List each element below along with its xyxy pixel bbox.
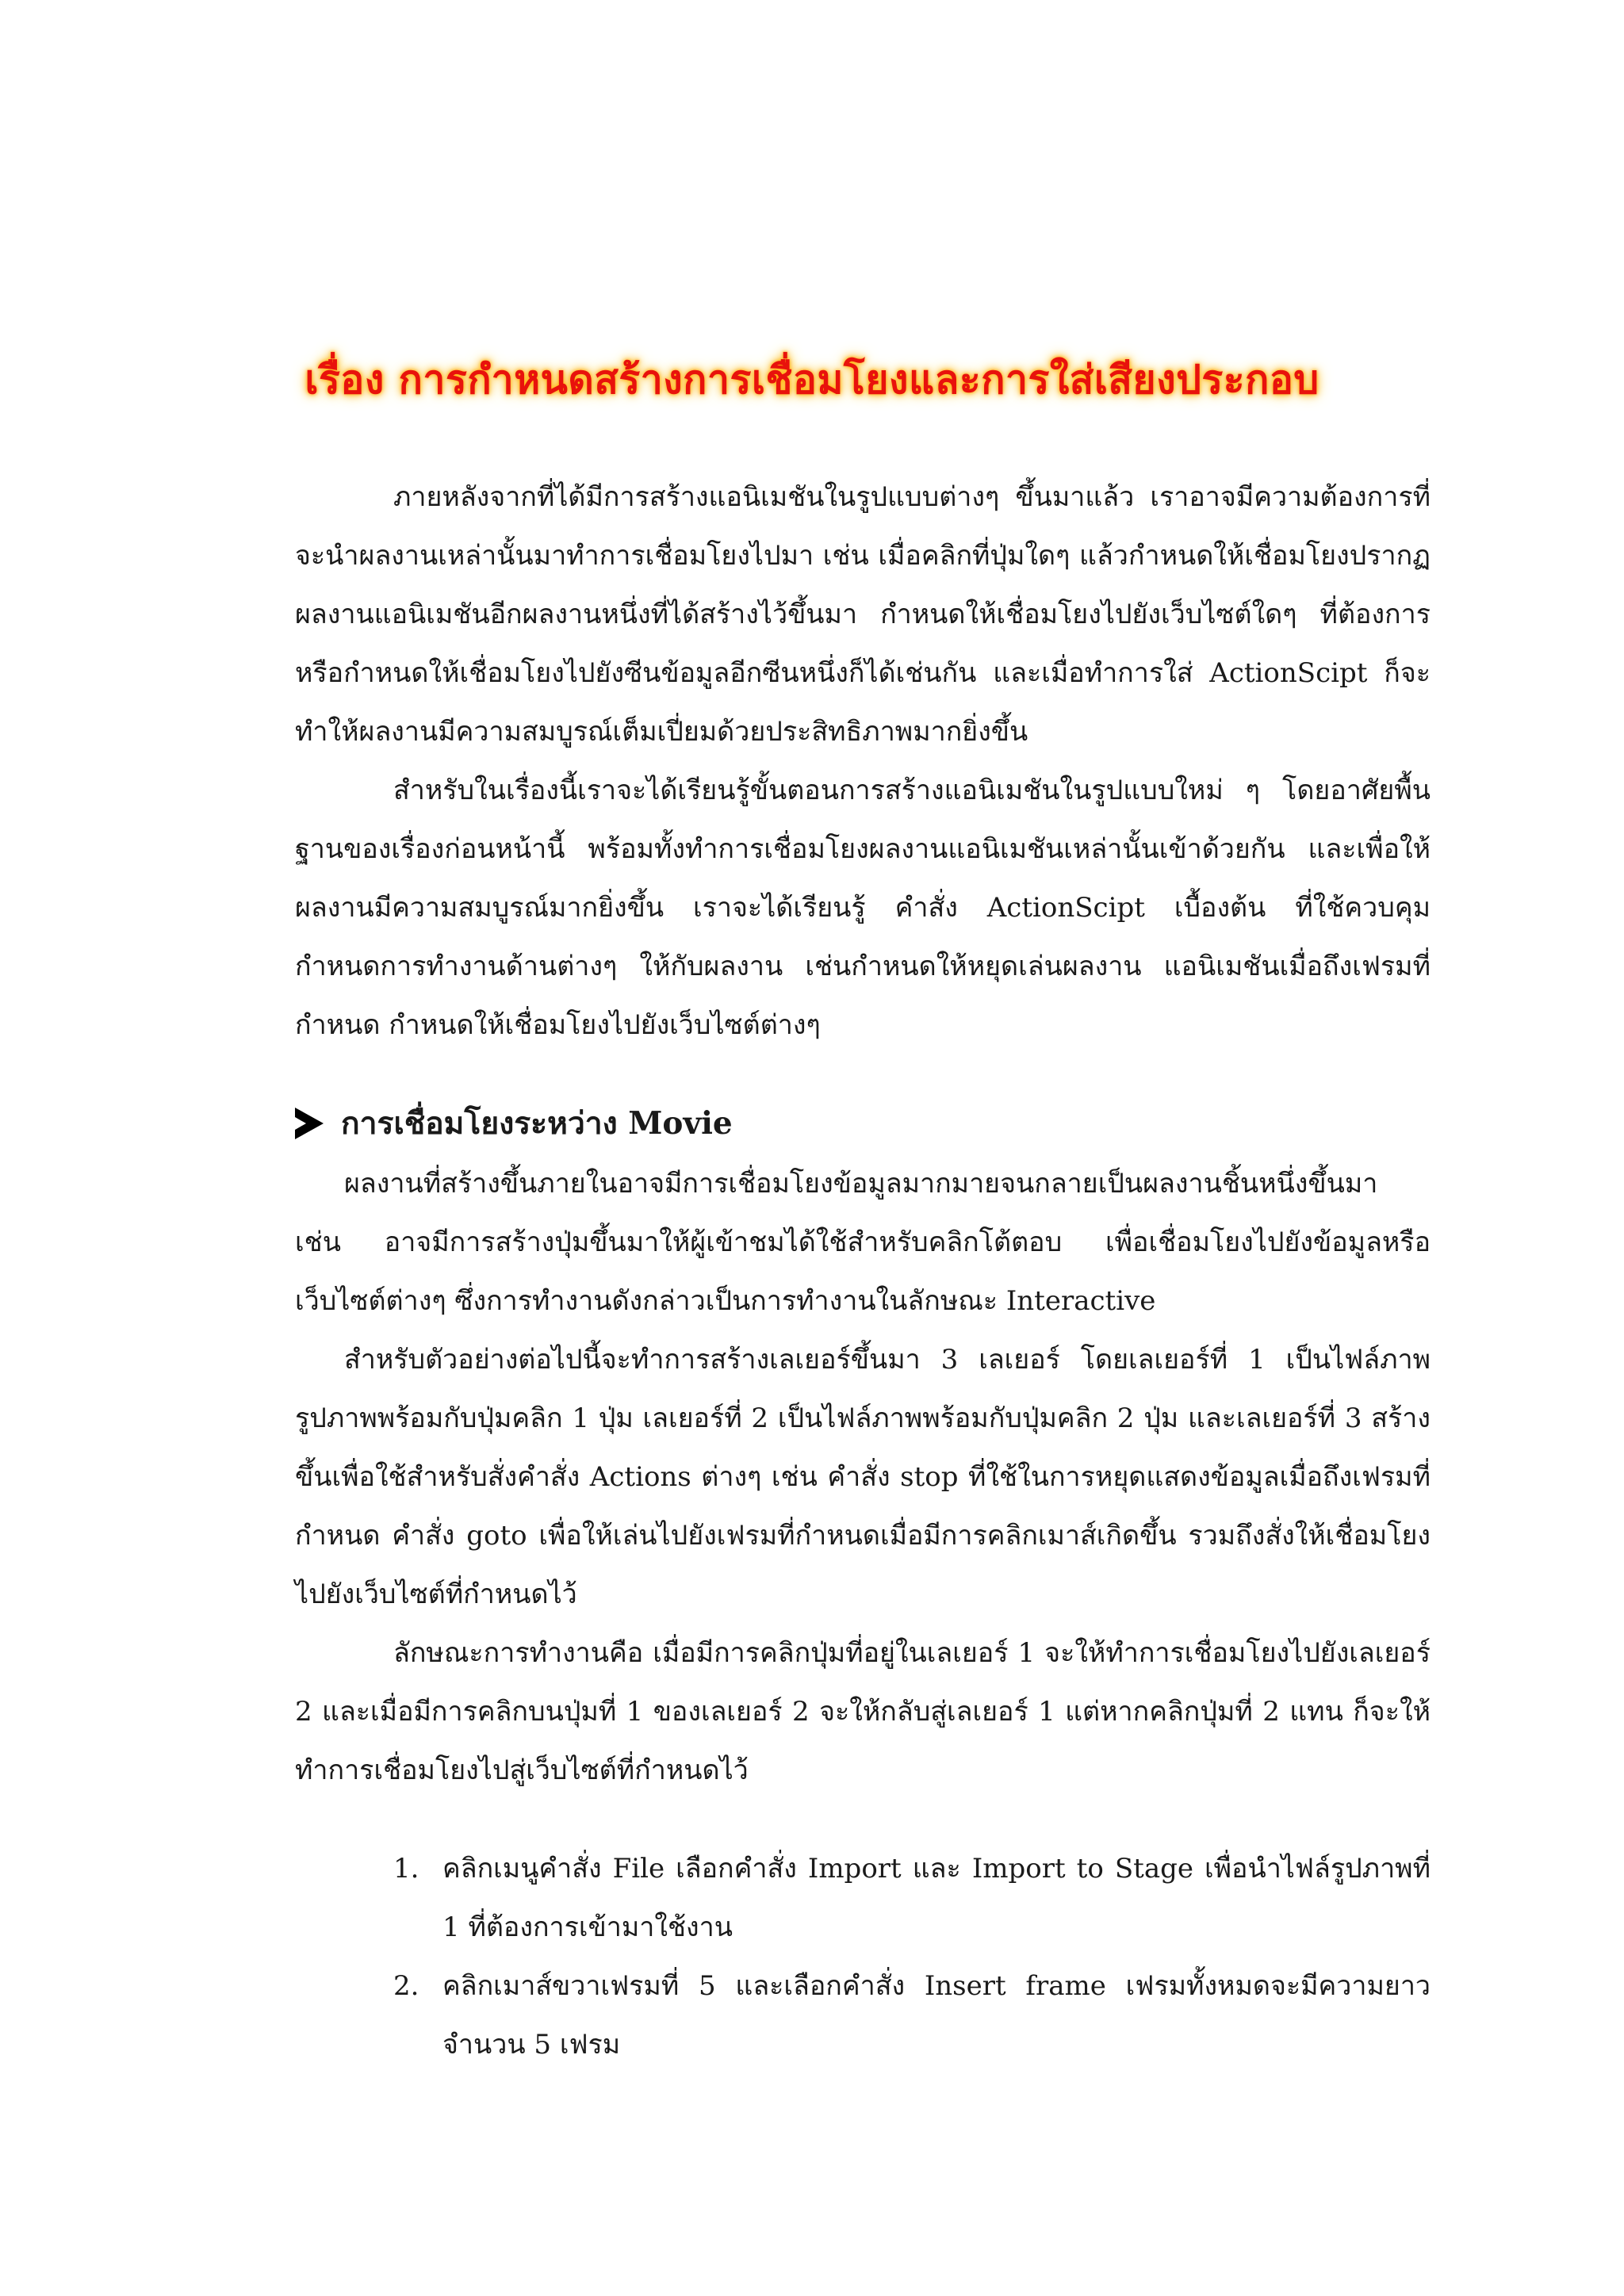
intro-section bbox=[295, 468, 1431, 1054]
section-paragraph-2: สำหรับตัวอย่างต่อไปนี้จะทำการสร้างเลเยอร์ขึ้นมา 3 เลเยอร์ โดยเลเยอร์ที่ 1 เป็นไฟล์ภาพรูปภาพพร้อมกับปุ่มคลิก 1 ปุ่ม เลเยอร์ที่ 2 เป็นไฟล์ภาพพร้อมกับปุ่มคลิก 2 ปุ่ม และเลเยอร์ที่ 3 สร้างขึ้นเพื่อใช้สำหรับสั่งคำสั่ง Actions ต่างๆ เช่น คำสั่ง stop ที่ใช้ในการหยุดแสดงข้อมูลเมื่อถึงเฟรมที่กำหนด คำสั่ง goto เพื่อให้เล่นไปยังเฟรมที่กำหนดเมื่อมีการคลิกเมาส์เกิดขึ้น รวมถึงสั่งให้เชื่อมโยงไปยังเว็บไซต์ที่กำหนดไว้ bbox=[295, 1344, 1431, 1610]
section-body bbox=[295, 1154, 1431, 1800]
list-item bbox=[393, 1839, 1431, 1957]
step-text: คลิกเมาส์ขวาเฟรมที่ 5 และเลือกคำสั่ง Insert frame เฟรมทั้งหมดจะมีความยาวจำนวน 5 เฟรม bbox=[442, 1970, 1431, 2061]
step-number: 1. bbox=[393, 1853, 419, 1885]
step-text: คลิกเมนูคำสั่ง File เลือกคำสั่ง Import และ Import to Stage เพื่อนำไฟล์รูปภาพที่ 1 ที่ต้องการเข้ามาใช้งาน bbox=[442, 1853, 1431, 1943]
section-paragraph-1: ผลงานที่สร้างขึ้นภายในอาจมีการเชื่อมโยงข้อมูลมากมายจนกลายเป็นผลงานชิ้นหนึ่งขึ้นมา เช่น อาจมีการสร้างปุ่มขึ้นมาให้ผู้เข้าชมได้ใช้สำหรับคลิกโต้ตอบ เพื่อเชื่อมโยงไปยังข้อมูลหรือเว็บไซต์ต่างๆ ซึ่งการทำงานดังกล่าวเป็นการทำงานในลักษณะ Interactive bbox=[295, 1168, 1431, 1317]
steps-list bbox=[393, 1839, 1431, 2074]
intro-paragraph-1: ภายหลังจากที่ได้มีการสร้างแอนิเมชันในรูปแบบต่างๆ ขึ้นมาแล้ว เราอาจมีความต้องการที่จะนำผลงานเหล่านั้นมาทำการเชื่อมโยงไปมา เช่น เมื่อคลิกที่ปุ่มใดๆ แล้วกำหนดให้เชื่อมโยงปรากฏผลงานแอนิเมชันอีกผลงานหนึ่งที่ได้สร้างไว้ขึ้นมา กำหนดให้เชื่อมโยงไปยังเว็บไซต์ใดๆ ที่ต้องการ หรือกำหนดให้เชื่อมโยงไปยังซีนข้อมูลอีกซีนหนึ่งก็ได้เช่นกัน และเมื่อทำการใส่ ActionScipt ก็จะทำให้ผลงานมีความสมบูรณ์เต็มเปี่ยมด้วยประสิทธิภาพมากยิ่งขึ้น bbox=[295, 481, 1431, 748]
section-paragraph-3: ลักษณะการทำงานคือ เมื่อมีการคลิกปุ่มที่อยู่ในเลเยอร์ 1 จะให้ทำการเชื่อมโยงไปยังเลเยอร์ 2 และเมื่อมีการคลิกบนปุ่มที่ 1 ของเลเยอร์ 2 จะให้กลับสู่เลเยอร์ 1 แต่หากคลิกปุ่มที่ 2 แทน ก็จะให้ทำการเชื่อมโยงไปสู่เว็บไซต์ที่กำหนดไว้ bbox=[295, 1637, 1431, 1786]
section-heading bbox=[295, 1099, 733, 1148]
step-number: 2. bbox=[393, 1970, 419, 2002]
intro-paragraph-2: สำหรับในเรื่องนี้เราจะได้เรียนรู้ขั้นตอนการสร้างแอนิเมชันในรูปแบบใหม่ ๆ โดยอาศัยพื้นฐานของเรื่องก่อนหน้านี้ พร้อมทั้งทำการเชื่อมโยงผลงานแอนิเมชันเหล่านั้นเข้าด้วยกัน และเพื่อให้ผลงานมีความสมบูรณ์มากยิ่งขึ้น เราจะได้เรียนรู้ คำสั่ง ActionScipt เบื้องต้น ที่ใช้ควบคุมกำหนดการทำงานด้านต่างๆ ให้กับผลงาน เช่นกำหนดให้หยุดเล่นผลงาน แอนิเมชันเมื่อถึงเฟรมที่กำหนด กำหนดให้เชื่อมโยงไปยังเว็บไซต์ต่างๆ bbox=[295, 775, 1431, 1041]
section-heading-text: การเชื่อมโยงระหว่าง Movie bbox=[341, 1105, 733, 1142]
arrowhead-bullet-icon bbox=[295, 1108, 324, 1139]
list-item bbox=[393, 1957, 1431, 2074]
document-title: เรื่อง การกำหนดสร้างการเชื่อมโยงและการใส่เสียงประกอบ bbox=[304, 356, 1320, 403]
